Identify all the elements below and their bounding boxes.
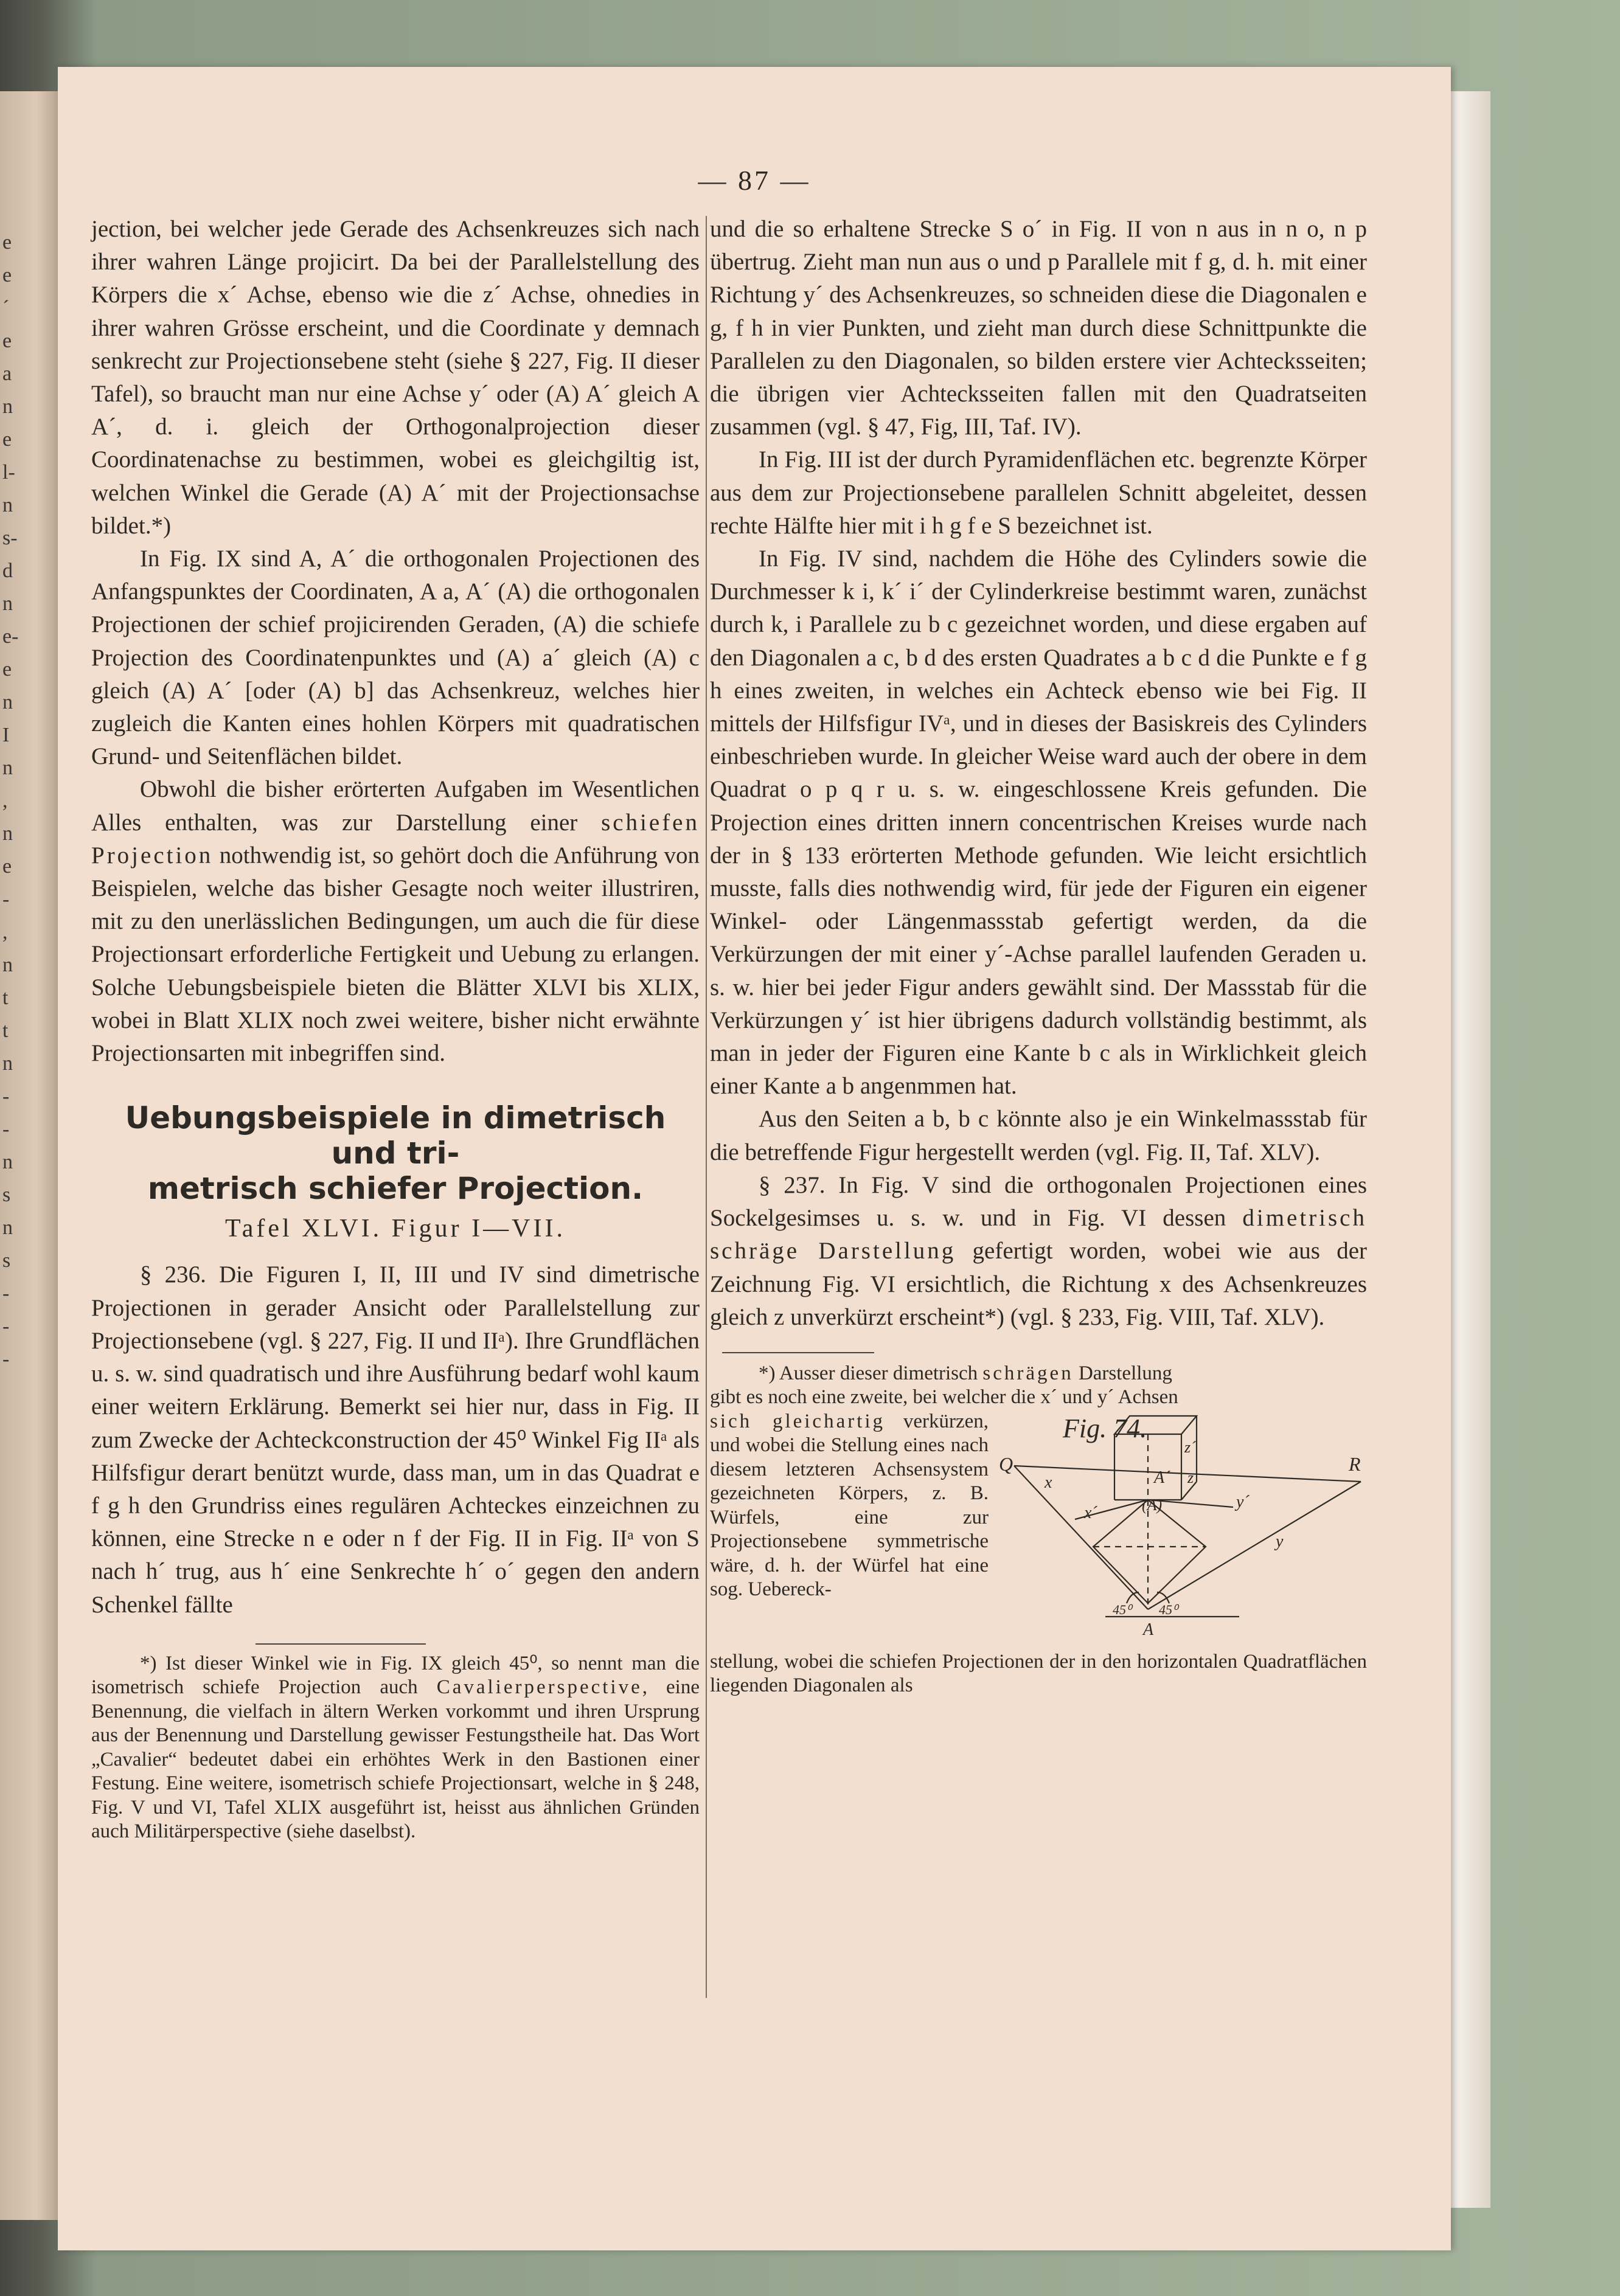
section-heading-line: Uebungsbeispiele in dimetrisch und tri- xyxy=(125,1100,666,1171)
facing-page-text-fragment: e xyxy=(2,264,12,286)
footnote-line: stellung, wobei die schiefen Projectionen der in den horizontalen Quadratflächen liegenden Diagonalen als xyxy=(710,1650,1367,1697)
line-q-a xyxy=(1014,1466,1148,1609)
emphasized-term: Cavalierperspective xyxy=(436,1676,642,1699)
facing-page-text-fragment: e xyxy=(2,231,12,254)
footnote-text: verkürzen, und wobei die Stellung eines nach diesem letzteren Achsensystem gezeichneten Körpers, z. B. Würfels, eine zur Projectionsebene symmetrische wäre, d. h. der Würfel hat eine sog. Uebereck- xyxy=(710,1410,989,1601)
left-page-edge xyxy=(0,91,58,2220)
facing-page-text-fragment: - xyxy=(2,888,10,910)
footnote-rule xyxy=(722,1352,874,1353)
column-divider xyxy=(706,216,707,1998)
footnote-text: *) Ist dieser Winkel wie in Fig. IX gleich 45⁰, so nennt man die isometrisch schiefe Projection auch xyxy=(91,1652,700,1699)
facing-page-text-fragment: - xyxy=(2,1348,10,1370)
paragraph: Aus den Seiten a b, b c könnte also je ein Winkelmassstab für die betreffende Figur hergestellt werden (vgl. Fig. II, Taf. XLV). xyxy=(710,1106,1367,1165)
paragraph xyxy=(91,773,700,1070)
label-angle-right: 45⁰ xyxy=(1159,1601,1178,1617)
facing-page-text-fragment: s- xyxy=(2,527,18,549)
paragraph: In Fig. IV sind, nachdem die Höhe des Cylinders sowie die Durchmesser k i, k´ i´ der Cylinderkreise bestimmt waren, zunächst durch k, i Parallele zu b c gezeichnet worden, und diese ergaben auf den Diagonalen a c, b d des ersten Quadrates a b c d die Punkte e f g h eines zweiten, in welches ein Achteck ebenso wie bei Fig. II mittels der Hilfsfigur IVᵃ, und in dieses der Basiskreis des Cylinders einbeschrieben wurde. In gleicher Weise ward auch der obere in dem Quadrat o p q r u. s. w. eingeschlossene Kreis gefunden. Die Projection eines dritten innern concentrischen Kreises wurde nach der in § 133 erörterten Methode gefunden. Wie leicht ersichtlich musste, falls dies nothwendig wird, für jede der Figuren ein eigener Winkel- oder Längenmassstab gefertigt werden, da die Verkürzungen der mit einer y´-Achse parallel laufenden Geraden u. s. w. hier bei jeder Figur anders gewählt sind. Der Massstab für die Verkürzungen y´ ist hier übrigens dadurch vollständig bestimmt, als man in jeder der Figuren eine Kante b c als in Wirklichkeit gleich einer Kante a b angenmmen hat. xyxy=(710,546,1367,1100)
label-a: A xyxy=(1143,1620,1154,1639)
facing-page-text-fragment: - xyxy=(2,1315,10,1337)
section-heading xyxy=(91,1100,700,1206)
page-number: — 87 — xyxy=(698,165,811,196)
paragraph: jection, bei welcher jede Gerade des Achsenkreuzes sich nach ihrer wahren Länge projicirt. Da bei der Parallelstellung des Körpers die x´ Achse, ebenso wie die z´ Achse, ohnedies in ihrer wahren Grösse erscheint, und die Coordinate y demnach senkrecht zur Projectionsebene steht (siehe § 227, Fig. II dieser Tafel), so braucht man nur eine Achse y´ oder (A) A´ gleich A A´, d. i. gleich der Orthogonalprojection dieser Coordinatenachse zu bestimmen, wobei es gleichgiltig ist, welchen Winkel die Gerade (A) A´ mit der Projectionsachse bildet.*) xyxy=(91,216,700,539)
facing-page-text-fragment: s xyxy=(2,1184,11,1206)
book-page xyxy=(58,67,1451,2250)
paragraph: In Fig. III ist der durch Pyramidenflächen etc. begrenzte Körper aus dem zur Projectionsebene parallelen Schnitt abgeleitet, dessen rechte Hälfte hier mit i h g f e S bezeichnet ist. xyxy=(710,446,1367,539)
facing-page-text-fragment: , xyxy=(2,789,8,812)
label-y: y xyxy=(1276,1531,1284,1551)
label-a-prime: A´ xyxy=(1154,1468,1170,1487)
paragraph: und die so erhaltene Strecke S o´ in Fig. II von n aus in n o, n p übertrug. Zieht man nun aus o und p Parallele mit f g, d. h. mit einer Richtung y´ des Achsenkreuzes, so schneiden diese die Diagonalen e g, f h in vier Punkten, und zieht man durch diese Schnittpunkte die Parallelen zu den Diagonalen, so bilden erstere vier Achtecksseiten; die übrigen vier Achtecksseiten fallen mit den Quadratseiten zusammen (vgl. § 47, Fig, III, Taf. IV). xyxy=(710,216,1367,440)
facing-page-text-fragment: n xyxy=(2,691,13,713)
left-column xyxy=(91,213,700,1844)
section-heading-line: metrisch schiefer Projection. xyxy=(147,1171,644,1207)
facing-page-text-fragment: n xyxy=(2,954,13,976)
footnote-figure-block xyxy=(710,1410,1367,1650)
emphasized-term: schrägen xyxy=(982,1362,1074,1384)
facing-page-text-fragment: l- xyxy=(2,461,15,484)
emphasized-term: dimetrisch schräge Darstellung xyxy=(710,1205,1367,1264)
facing-page-text-fragment: e xyxy=(2,855,12,878)
footnote xyxy=(710,1362,1367,1386)
facing-page-text-fragment: n xyxy=(2,592,13,615)
facing-page-text-fragment: - xyxy=(2,1118,10,1140)
paragraph-text: nothwendig ist, so gehört doch die Anführung von Beispielen, welche das bisher Gesagte noch weiter illustriren, mit zu den unerlässlichen Bedingungen, um auch die für diese Projectionsart erforderliche Fertigkeit und Uebung zu erlangen. Solche Uebungsbeispiele bieten die Blätter XLVI bis XLIX, wobei in Blatt XLIX noch zwei weitere, bisher nicht erwähnte Projectionsarten mit inbegriffen sind. xyxy=(91,842,700,1067)
facing-page-text-fragment: a xyxy=(2,362,12,385)
facing-page-text-fragment: n xyxy=(2,1216,13,1239)
facing-page-text-fragment: s xyxy=(2,1249,11,1272)
facing-page-text-fragment: n xyxy=(2,757,13,779)
facing-page-text-fragment: n xyxy=(2,395,13,418)
facing-page-text-fragment: t xyxy=(2,987,9,1009)
facing-page-text-fragment: e xyxy=(2,428,12,451)
label-r: R xyxy=(1349,1452,1361,1475)
emphasized-term: sich gleichartig xyxy=(710,1410,886,1432)
footnote-text: *) Ausser dieser dimetrisch xyxy=(759,1362,983,1384)
footnote-rule xyxy=(256,1643,426,1645)
facing-page-text-fragment: d xyxy=(2,560,13,582)
facing-page-text-fragment: t xyxy=(2,1019,9,1042)
facing-page-text-fragment: ´ xyxy=(2,297,10,319)
facing-page-text-fragment: , xyxy=(2,921,8,943)
label-x: x xyxy=(1045,1472,1052,1492)
label-y-prime: y´ xyxy=(1236,1492,1250,1511)
facing-page-text-fragment: n xyxy=(2,494,13,516)
facing-page-text-fragment: n xyxy=(2,1151,13,1173)
paragraph-text: § 237. In Fig. V sind die orthogonalen Projectionen eines Sockelgesimses u. s. w. und in Fig. VI dessen xyxy=(710,1171,1367,1232)
label-z: z xyxy=(1187,1468,1194,1486)
label-q: Q xyxy=(999,1452,1013,1475)
paragraph-text: Obwohl die bisher erörterten Aufgaben im Wesentlichen Alles enthalten, was zur Darstellung einer xyxy=(91,776,700,836)
footnote-wrapped-text xyxy=(710,1410,989,1602)
paragraph xyxy=(710,1169,1367,1334)
label-x-prime: x´ xyxy=(1084,1503,1097,1522)
facing-page-text-fragment: - xyxy=(2,1085,10,1108)
paragraph: In Fig. IX sind A, A´ die orthogonalen Projectionen des Anfangspunktes der Coordinaten, A a, A´ (A) die orthogonalen Projectionen der schief projicirenden Geraden, (A) die schiefe Projection des Coordinatenpunktes und (A) a´ gleich (A) c gleich (A) A´ [oder (A) b] das Achsenkreuz, welches hier zugleich die Kanten eines hohlen Körpers mit quadratischen Grund- und Seitenflächen bildet. xyxy=(91,546,700,770)
square-diagonal-projection xyxy=(1093,1500,1206,1603)
facing-page-text-fragment: e- xyxy=(2,625,19,648)
label-z-prime: z´ xyxy=(1184,1438,1196,1456)
facing-page-text-fragment: e xyxy=(2,330,12,352)
label-a-paren: (A) xyxy=(1142,1496,1163,1514)
facing-page-text-fragment: e xyxy=(2,658,12,681)
emphasized-term: schiefen Projection xyxy=(91,809,700,869)
right-column xyxy=(710,213,1367,1698)
footnote-line: gibt es noch eine zweite, bei welcher die x´ und y´ Achsen xyxy=(710,1386,1178,1409)
facing-page-text-fragment: n xyxy=(2,822,13,845)
figure-74-diagram xyxy=(996,1410,1367,1653)
facing-page-text-fragment: - xyxy=(2,1282,10,1305)
figure-caption: Fig. 74. xyxy=(1063,1413,1147,1443)
footnote-text: , eine Benennung, die vielfach in ältern Werken vorkommt und ihren Ursprung aus der Benennung und Darstellung gewisser Festungstheile hat. Das Wort „Cavalier“ bedeutet dabei ein erhöhtes Werk in den Bastionen einer Festung. Eine weitere, isometrisch schiefe Projectionsart, welche in § 248, Fig. V und VI, Tafel XLIX ausgeführt ist, heisst aus ähnlichen Gründen auch Militärperspective (siehe daselbst). xyxy=(91,1676,700,1843)
line-r-a xyxy=(1148,1482,1361,1609)
label-angle-left: 45⁰ xyxy=(1113,1601,1132,1617)
paragraph-text: gefertigt worden, wobei wie aus der Zeichnung Fig. VI ersichtlich, die Richtung x des Achsenkreuzes gleich z unverkürzt erscheint*) (vgl. § 233, Fig. VIII, Taf. XLV). xyxy=(710,1238,1367,1330)
facing-page-text-fragment: I xyxy=(2,724,10,746)
paragraph: § 236. Die Figuren I, II, III und IV sind dimetrische Projectionen in gerader Ansicht oder Parallelstellung zur Projectionsebene (vgl. § 227, Fig. II und IIᵃ). Ihre Grundflächen u. s. w. sind quadratisch und ihre Ausführung bedarf wohl kaum einer weitern Erklärung. Bemerkt sei hier nur, dass in Fig. II zum Zwecke der Achteckconstruction der 45⁰ Winkel Fig IIᵃ als Hilfsfigur derart benützt wurde, dass man, um in das Quadrat e f g h den Grundriss eines regulären Achteckes einzeichnen zu können, eine Strecke n e oder n f der Fig. II in Fig. IIᵃ von S nach h´ trug, aus h´ eine Senkrechte h´ o´ gegen den andern Schenkel fällte xyxy=(91,1261,700,1618)
section-subheading: Tafel XLVI. Figur I—VII. xyxy=(225,1215,566,1243)
facing-page-text-fragment: n xyxy=(2,1052,13,1075)
footnote xyxy=(91,1652,700,1844)
footnote-text: Darstellung xyxy=(1073,1362,1172,1384)
